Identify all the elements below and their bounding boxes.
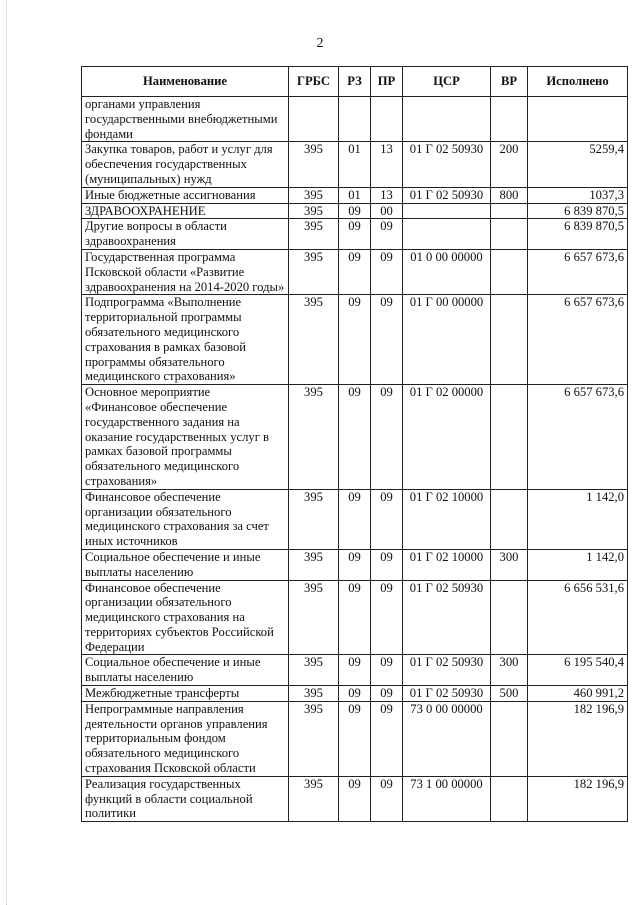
cell-rz: 09	[339, 701, 371, 776]
cell-name: Подпрограмма «Выполнение территориальной программы обязательного медицинского страхования в рамках базовой программы обязательного медицинского страхования»	[82, 295, 289, 385]
cell-grbs	[289, 97, 339, 142]
cell-grbs: 395	[289, 776, 339, 821]
cell-pr: 09	[371, 489, 403, 549]
cell-rz: 09	[339, 776, 371, 821]
cell-rz: 09	[339, 219, 371, 250]
cell-name: органами управления государственными внебюджетными фондами	[82, 97, 289, 142]
cell-executed: 6 656 531,6	[528, 580, 628, 655]
cell-csr: 01 Г 02 10000	[403, 489, 491, 549]
cell-rz: 09	[339, 203, 371, 219]
cell-pr: 13	[371, 187, 403, 203]
cell-vr	[491, 580, 528, 655]
cell-rz: 09	[339, 686, 371, 702]
cell-vr	[491, 203, 528, 219]
table-row	[82, 549, 628, 580]
cell-pr: 09	[371, 686, 403, 702]
header-pr: ПР	[371, 67, 403, 97]
cell-executed: 6 839 870,5	[528, 203, 628, 219]
cell-pr: 09	[371, 776, 403, 821]
cell-executed: 1 142,0	[528, 489, 628, 549]
cell-name: Закупка товаров, работ и услуг для обеспечения государственных (муниципальных) нужд	[82, 142, 289, 187]
table-row	[82, 489, 628, 549]
cell-pr	[371, 97, 403, 142]
cell-vr	[491, 249, 528, 294]
cell-rz: 01	[339, 142, 371, 187]
cell-pr: 09	[371, 549, 403, 580]
header-vr: ВР	[491, 67, 528, 97]
cell-grbs: 395	[289, 203, 339, 219]
header-executed: Исполнено	[528, 67, 628, 97]
table-row	[82, 203, 628, 219]
cell-grbs: 395	[289, 686, 339, 702]
cell-csr: 01 Г 02 50930	[403, 142, 491, 187]
cell-name: Реализация государственных функций в области социальной политики	[82, 776, 289, 821]
cell-vr	[491, 776, 528, 821]
cell-pr: 13	[371, 142, 403, 187]
cell-executed: 6 657 673,6	[528, 249, 628, 294]
cell-executed: 5259,4	[528, 142, 628, 187]
cell-vr: 500	[491, 686, 528, 702]
cell-executed: 182 196,9	[528, 701, 628, 776]
cell-csr	[403, 219, 491, 250]
header-csr: ЦСР	[403, 67, 491, 97]
header-grbs: ГРБС	[289, 67, 339, 97]
table-row	[82, 187, 628, 203]
cell-vr	[491, 219, 528, 250]
cell-csr: 01 Г 00 00000	[403, 295, 491, 385]
cell-name: Государственная программа Псковской области «Развитие здравоохранения на 2014-2020 годы»	[82, 249, 289, 294]
cell-name: Финансовое обеспечение организации обязательного медицинского страхования за счет иных источников	[82, 489, 289, 549]
cell-vr	[491, 97, 528, 142]
header-name: Наименование	[82, 67, 289, 97]
cell-csr: 01 0 00 00000	[403, 249, 491, 294]
cell-name: Иные бюджетные ассигнования	[82, 187, 289, 203]
cell-csr: 01 Г 02 50930	[403, 655, 491, 686]
cell-executed: 460 991,2	[528, 686, 628, 702]
cell-executed	[528, 97, 628, 142]
cell-name: Другие вопросы в области здравоохранения	[82, 219, 289, 250]
cell-pr: 00	[371, 203, 403, 219]
cell-grbs: 395	[289, 489, 339, 549]
cell-executed: 1 142,0	[528, 549, 628, 580]
cell-executed: 6 657 673,6	[528, 385, 628, 490]
cell-vr	[491, 385, 528, 490]
table-row	[82, 701, 628, 776]
cell-pr: 09	[371, 655, 403, 686]
cell-rz: 09	[339, 549, 371, 580]
cell-rz: 09	[339, 489, 371, 549]
cell-pr: 09	[371, 219, 403, 250]
cell-vr: 200	[491, 142, 528, 187]
cell-csr: 73 0 00 00000	[403, 701, 491, 776]
header-rz: РЗ	[339, 67, 371, 97]
cell-grbs: 395	[289, 701, 339, 776]
table-header-row	[82, 67, 628, 97]
cell-grbs: 395	[289, 295, 339, 385]
cell-name: ЗДРАВООХРАНЕНИЕ	[82, 203, 289, 219]
cell-vr	[491, 295, 528, 385]
cell-csr: 01 Г 02 50930	[403, 686, 491, 702]
cell-name: Межбюджетные трансферты	[82, 686, 289, 702]
cell-grbs: 395	[289, 580, 339, 655]
table-row	[82, 655, 628, 686]
cell-executed: 6 195 540,4	[528, 655, 628, 686]
cell-pr: 09	[371, 249, 403, 294]
cell-name: Социальное обеспечение и иные выплаты населению	[82, 655, 289, 686]
cell-vr: 300	[491, 549, 528, 580]
cell-executed: 1037,3	[528, 187, 628, 203]
table-row	[82, 295, 628, 385]
cell-rz: 09	[339, 655, 371, 686]
table-row	[82, 219, 628, 250]
cell-name: Непрограммные направления деятельности органов управления территориальным фондом обязательного медицинского страхования Псковской области	[82, 701, 289, 776]
cell-rz: 01	[339, 187, 371, 203]
cell-rz: 09	[339, 249, 371, 294]
cell-executed: 182 196,9	[528, 776, 628, 821]
cell-name: Социальное обеспечение и иные выплаты населению	[82, 549, 289, 580]
cell-pr: 09	[371, 701, 403, 776]
cell-executed: 6 657 673,6	[528, 295, 628, 385]
cell-executed: 6 839 870,5	[528, 219, 628, 250]
cell-grbs: 395	[289, 549, 339, 580]
table-row	[82, 776, 628, 821]
cell-grbs: 395	[289, 385, 339, 490]
cell-grbs: 395	[289, 142, 339, 187]
cell-csr: 01 Г 02 10000	[403, 549, 491, 580]
cell-csr: 01 Г 02 00000	[403, 385, 491, 490]
cell-grbs: 395	[289, 187, 339, 203]
table-row	[82, 580, 628, 655]
table-row	[82, 249, 628, 294]
cell-csr	[403, 203, 491, 219]
cell-vr	[491, 701, 528, 776]
cell-rz: 09	[339, 385, 371, 490]
cell-vr	[491, 489, 528, 549]
cell-pr: 09	[371, 295, 403, 385]
cell-name: Основное мероприятие «Финансовое обеспечение государственного задания на оказание государственных услуг в рамках базовой программы обязательного медицинского страхования»	[82, 385, 289, 490]
table-row	[82, 686, 628, 702]
cell-grbs: 395	[289, 249, 339, 294]
cell-pr: 09	[371, 385, 403, 490]
cell-rz: 09	[339, 295, 371, 385]
page-number: 2	[316, 36, 324, 51]
cell-csr	[403, 97, 491, 142]
cell-csr: 01 Г 02 50930	[403, 187, 491, 203]
table-row	[82, 97, 628, 142]
table-row	[82, 385, 628, 490]
table-row	[82, 142, 628, 187]
scan-edge-line	[6, 0, 7, 905]
cell-vr: 800	[491, 187, 528, 203]
cell-pr: 09	[371, 580, 403, 655]
cell-rz	[339, 97, 371, 142]
cell-csr: 01 Г 02 50930	[403, 580, 491, 655]
budget-execution-table	[81, 66, 628, 822]
cell-grbs: 395	[289, 219, 339, 250]
cell-csr: 73 1 00 00000	[403, 776, 491, 821]
cell-name: Финансовое обеспечение организации обязательного медицинского страхования на территориях субъектов Российской Федерации	[82, 580, 289, 655]
cell-vr: 300	[491, 655, 528, 686]
cell-rz: 09	[339, 580, 371, 655]
cell-grbs: 395	[289, 655, 339, 686]
